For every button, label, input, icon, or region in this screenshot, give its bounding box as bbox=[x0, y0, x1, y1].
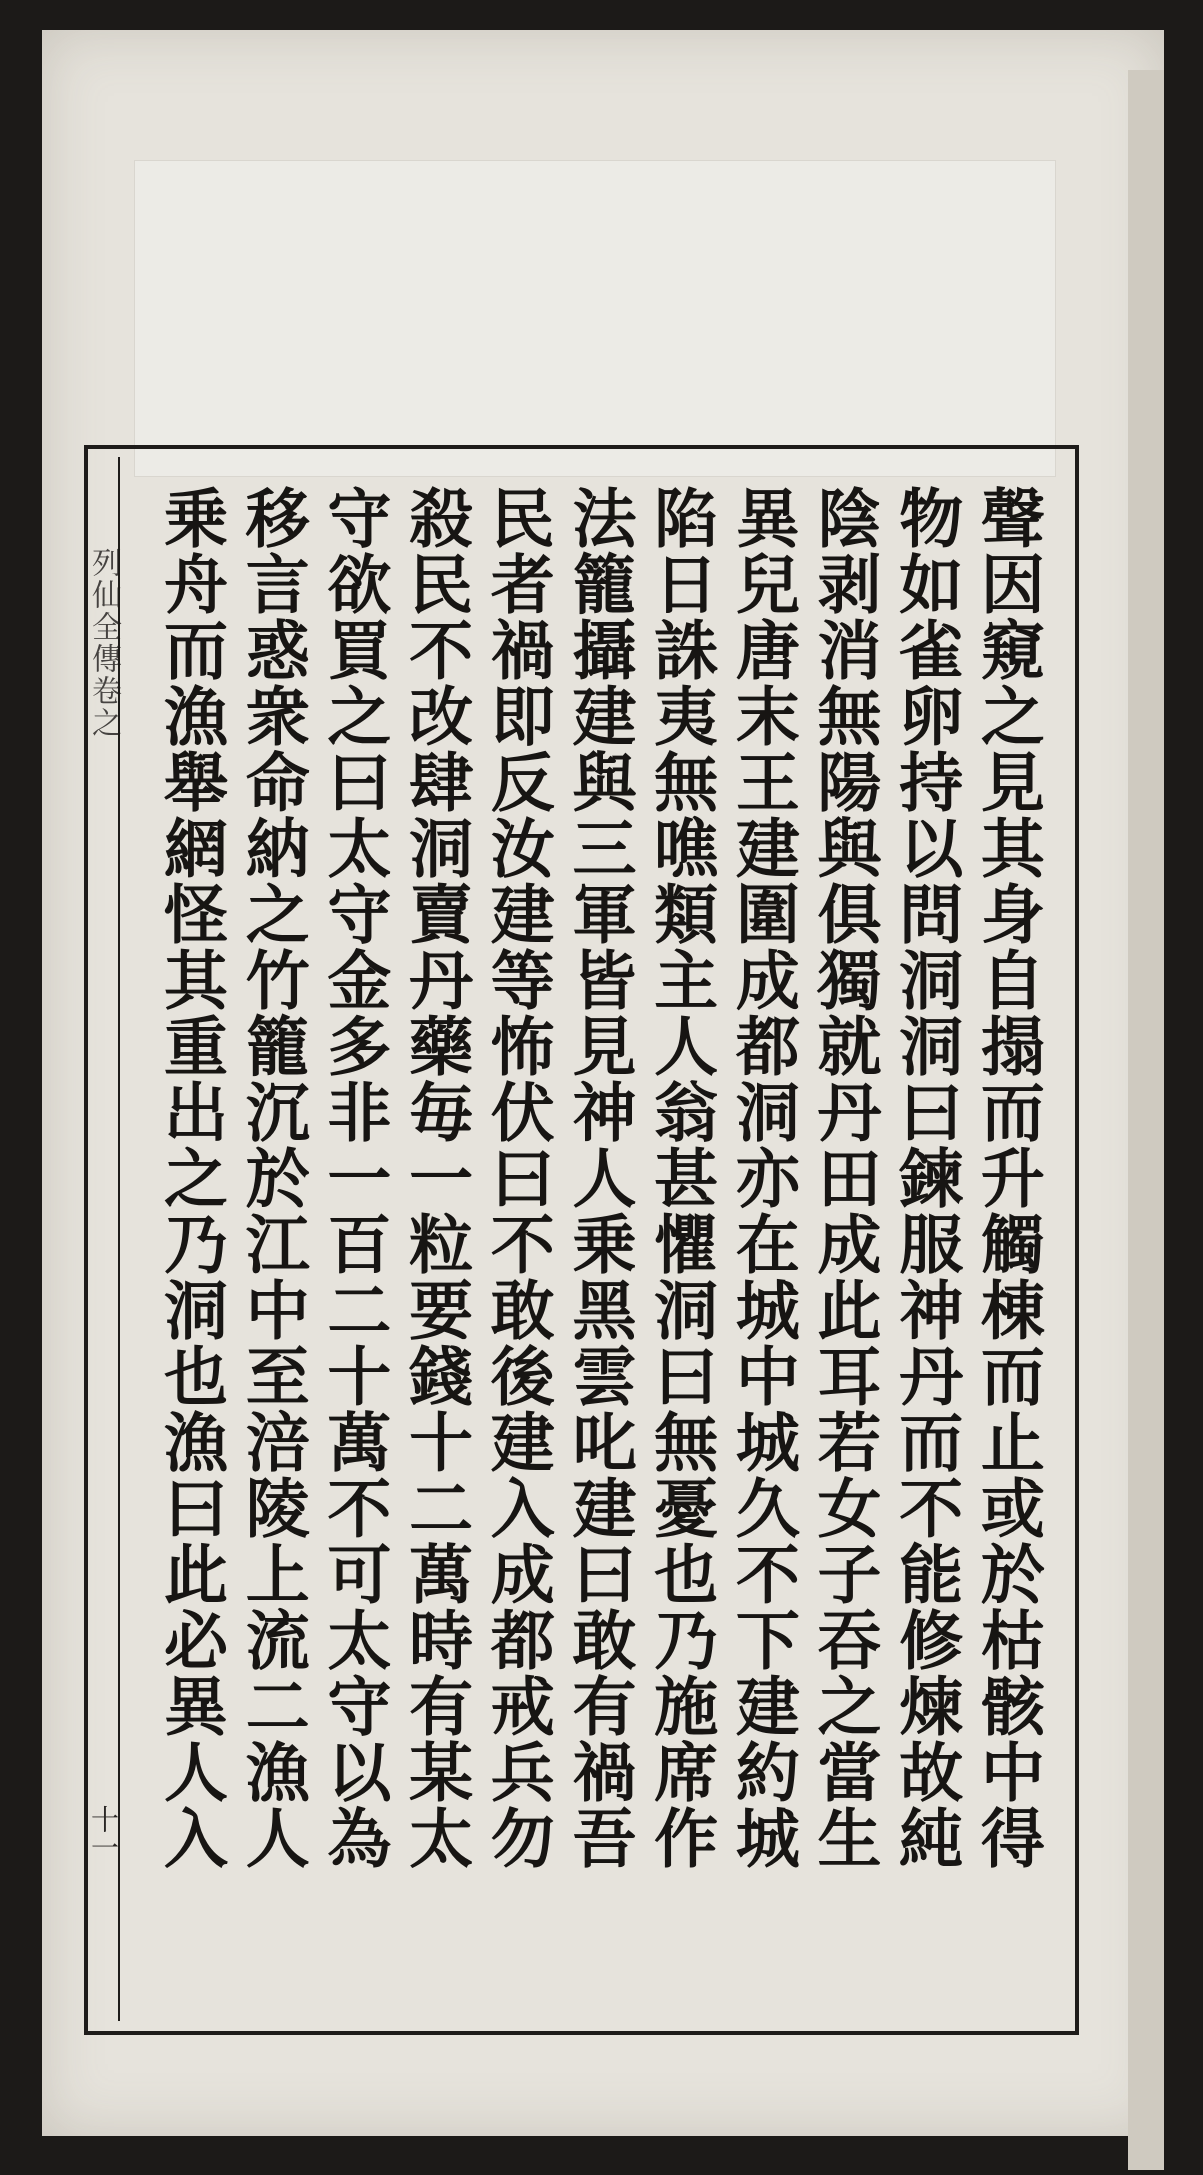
text-body bbox=[153, 485, 1045, 2001]
folio-number: 十一 bbox=[87, 1805, 120, 1861]
text-column-1: 聲因窺之見其身自搨而升觸棟而止或於枯骸中得 bbox=[969, 485, 1045, 1871]
text-column-3: 陰剥消無陽與俱獨就丹田成此耳若女子吞之當生 bbox=[806, 485, 882, 1871]
text-block-border bbox=[118, 457, 1061, 2021]
center-fold-margin bbox=[86, 457, 121, 2021]
text-column-4: 異兒唐末王建圍成都洞亦在城中城久不下建約城 bbox=[724, 485, 800, 1871]
text-column-10: 移言惑衆命納之竹籠沉於江中至涪陵上流二漁人 bbox=[234, 485, 310, 1871]
text-column-11: 乗舟而漁舉網怪其重出之乃洞也漁曰此必異人入 bbox=[153, 485, 228, 1871]
text-column-2: 物如雀卵持以問洞洞曰鍊服神丹而不能修煉故純 bbox=[888, 485, 964, 1871]
text-column-9: 守欲買之曰太守金多非一百二十萬不可太守以為 bbox=[316, 485, 392, 1871]
fold-title: 列仙全傳卷之 bbox=[86, 547, 121, 739]
adjacent-page-edge bbox=[1128, 70, 1164, 2170]
text-column-7: 民者禍即反汝建等怖伏曰不敢後建入成都戒兵勿 bbox=[479, 485, 555, 1871]
printed-frame bbox=[84, 445, 1079, 2035]
text-column-8: 殺民不改肆洞賣丹藥毎一粒要錢十二萬時有某太 bbox=[398, 485, 474, 1871]
blank-paper-slip bbox=[134, 160, 1056, 477]
book-page bbox=[42, 30, 1164, 2136]
text-column-5: 陷日誅夷無噍類主人翁甚懼洞曰無憂也乃施席作 bbox=[643, 485, 719, 1871]
text-column-6: 法籠攝建與三軍皆見神人乗黑雲叱建曰敢有禍吾 bbox=[561, 485, 637, 1871]
